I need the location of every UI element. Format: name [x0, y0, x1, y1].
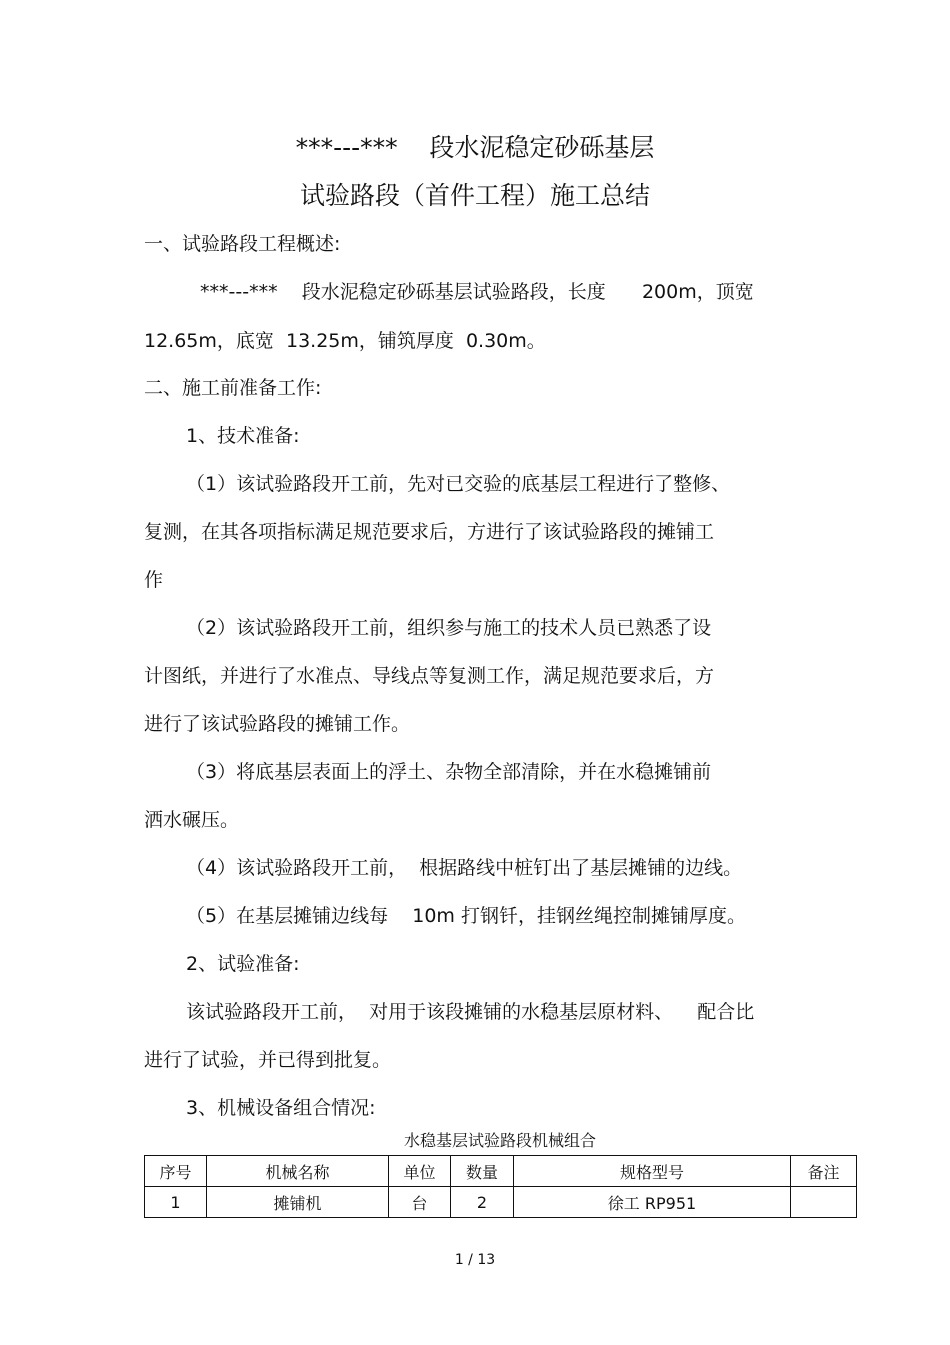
item2-line2: 计图纸，并进行了水准点、导线点等复测工作，满足规范要求后，方: [144, 665, 715, 687]
column-header: 数量: [451, 1156, 514, 1187]
item1-line2: 复测，在其各项指标满足规范要求后，方进行了该试验路段的摊铺工: [144, 521, 715, 543]
column-header: 规格型号: [514, 1156, 791, 1187]
item5-line: （5）在基层摊铺边线每 10m 打钢钎，挂钢丝绳控制摊铺厚度。: [186, 905, 746, 927]
column-header: 备注: [791, 1156, 857, 1187]
section2-heading: 二、施工前准备工作:: [144, 377, 322, 399]
tech-prep-heading: 1、技术准备:: [186, 425, 300, 447]
item3-line2: 洒水碾压。: [144, 809, 240, 831]
column-header: 单位: [389, 1156, 451, 1187]
table-row: [145, 1187, 857, 1218]
table-header-row: [145, 1156, 857, 1187]
table-cell: 摊铺机: [207, 1187, 389, 1218]
section1-heading: 一、试验路段工程概述:: [144, 233, 341, 255]
item1-line3: 作: [144, 569, 164, 591]
machinery-table: [144, 1155, 857, 1218]
item4-line: （4）该试验路段开工前， 根据路线中桩钉出了基层摊铺的边线。: [186, 857, 743, 879]
document-title-line1: ***---*** 段水泥稳定砂砾基层: [295, 133, 655, 162]
test-prep-line1: 该试验路段开工前， 对用于该段摊铺的水稳基层原材料、 配合比: [186, 1001, 755, 1023]
test-prep-heading: 2、试验准备:: [186, 953, 300, 975]
table-cell: 徐工 RP951: [514, 1187, 791, 1218]
section1-paragraph-line2: 12.65m，底宽 13.25m，铺筑厚度 0.30m。: [144, 330, 546, 352]
table-cell: 1: [145, 1187, 207, 1218]
test-prep-line2: 进行了试验，并已得到批复。: [144, 1049, 392, 1071]
column-header: 机械名称: [207, 1156, 389, 1187]
section1-paragraph-line1: ***---*** 段水泥稳定砂砾基层试验路段，长度 200m，顶宽: [200, 281, 754, 303]
column-header: 序号: [145, 1156, 207, 1187]
item2-line3: 进行了该试验路段的摊铺工作。: [144, 713, 411, 735]
table-cell: [791, 1187, 857, 1218]
table-cell: 2: [451, 1187, 514, 1218]
item2-line1: （2）该试验路段开工前，组织参与施工的技术人员已熟悉了设: [186, 617, 712, 639]
page-number: 1 / 13: [454, 1252, 496, 1268]
document-title-line2: 试验路段（首件工程）施工总结: [299, 181, 650, 210]
item3-line1: （3）将底基层表面上的浮土、杂物全部清除，并在水稳摊铺前: [186, 761, 712, 783]
table-cell: 台: [389, 1187, 451, 1218]
item1-line1: （1）该试验路段开工前，先对已交验的底基层工程进行了整修、: [186, 473, 731, 495]
table-caption: 水稳基层试验路段机械组合: [403, 1131, 596, 1150]
machinery-heading: 3、机械设备组合情况:: [186, 1097, 376, 1119]
